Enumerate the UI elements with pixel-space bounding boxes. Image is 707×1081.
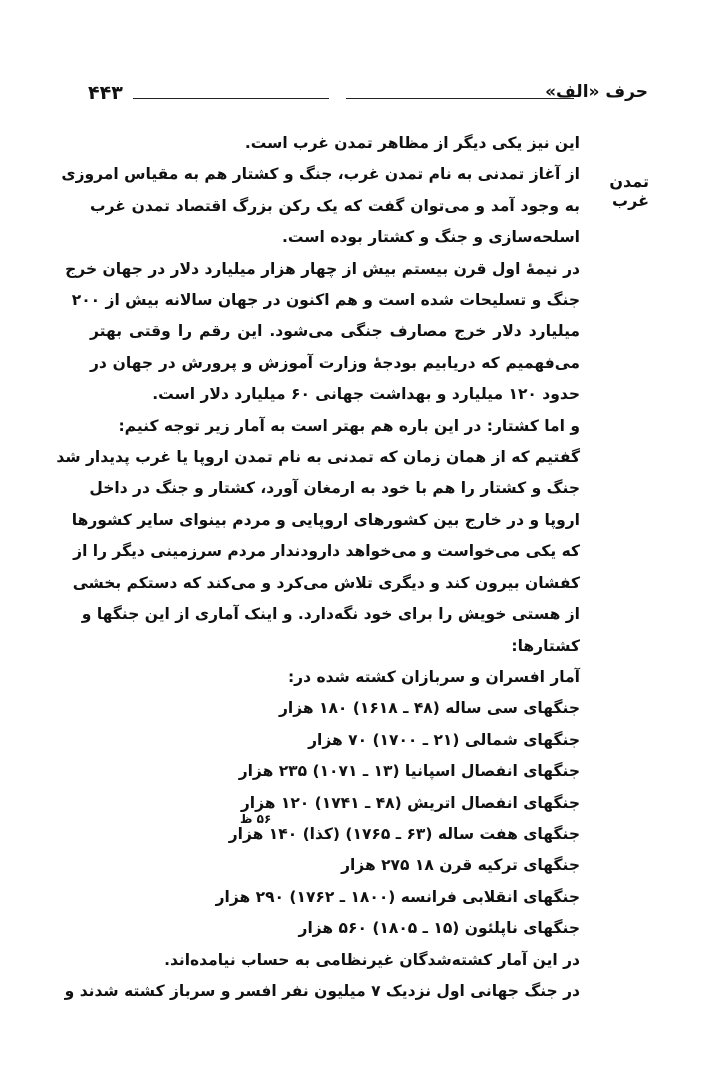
text-line: میلیارد دلار خرج مصارف جنگی می‌شود. این رقم را وقتی بهتر	[90, 322, 580, 341]
text-line: کفشان بیرون کند و دیگری تلاش می‌کرد و می‌کند که دستکم بخشی	[72, 573, 580, 592]
text-line: جنگ و تسلیحات شده است و هم اکنون در جهان سالانه بیش از ۲۰۰	[71, 291, 580, 310]
page-header	[88, 82, 648, 110]
text-line: در این آمار کشته‌شدگان غیرنظامی به حساب نیامده‌اند.	[164, 950, 580, 969]
margin-note: تمدن غرب	[609, 172, 649, 210]
header-rule	[346, 98, 574, 99]
text-line: می‌فهمیم که دریابیم بودجهٔ وزارت آموزش و پرورش در جهان در	[90, 353, 580, 372]
casualty-list	[90, 662, 580, 945]
list-item: جنگهای انقلابی فرانسه (۱۸۰۰ ـ ۱۷۶۲) ۲۹۰ هزار	[215, 887, 580, 906]
text-line: اروپا و در خارج بین کشورهای اروپایی و مردم بینوای سایر کشورها	[71, 510, 580, 529]
list-item: جنگهای انفصال اسپانیا (۱۳ ـ ۱۰۷۱) ۲۳۵ هزار	[238, 762, 580, 781]
page-body	[56, 128, 580, 1007]
text-line: در جنگ جهانی اول نزدیک ۷ میلیون نفر افسر و سرباز کشته شدند و	[64, 981, 580, 1000]
list-item: جنگهای ترکیه قرن ۱۸ ۲۷۵ هزار	[341, 856, 580, 875]
text-line: حدود ۱۲۰ میلیارد و بهداشت جهانی ۶۰ میلیارد دلار است.	[152, 385, 580, 404]
list-item: جنگهای سی ساله (۴۸ ـ ۱۶۱۸) ۱۸۰ هزار	[278, 699, 580, 718]
list-item: جنگهای هفت ساله (۶۳ ـ ۱۷۶۵) (کذا) ۱۴۰ هزار	[228, 824, 580, 843]
text-line: از آغاز تمدنی به نام تمدن غرب، جنگ و کشتار هم به مقیاس امروزی	[61, 165, 580, 184]
text-line: این نیز یکی دیگر از مظاهر تمدن غرب است.	[244, 134, 580, 152]
list-item: جنگهای ناپلئون (۱۵ ـ ۱۸۰۵) ۵۶۰ هزار	[298, 919, 580, 938]
running-head: حرف «الف»	[545, 82, 648, 102]
text-line: کشتارها:	[511, 636, 580, 655]
text-line: در نیمهٔ اول قرن بیستم بیش از چهار هزار میلیارد دلار در جهان خرج	[65, 259, 580, 278]
text-line: اسلحه‌سازی و جنگ و کشتار بوده است.	[281, 228, 580, 247]
interlinear-note: ۵۶ ظ	[240, 812, 272, 826]
list-item: جنگهای انفصال اتریش (۴۸ ـ ۱۷۴۱) ۱۲۰ هزار	[240, 793, 580, 812]
text-line: گفتیم که از همان زمان که تمدنی به نام تمدن اروپا یا غرب پدیدار شد	[56, 448, 580, 467]
text-line: جنگ و کشتار را هم با خود به ارمغان آورد، کشتار و جنگ در داخل	[89, 479, 580, 498]
list-intro: آمار افسران و سربازان کشته شده در:	[287, 667, 580, 686]
text-line: به وجود آمد و می‌توان گفت که یک رکن بزرگ اقتصاد تمدن غرب	[90, 196, 580, 215]
list-item: جنگهای شمالی (۲۱ ـ ۱۷۰۰) ۷۰ هزار	[308, 730, 580, 749]
text-line: از هستی خویش را برای خود نگه‌دارد. و اینک آماری از این جنگها و	[81, 605, 580, 624]
page-number: ۴۴۳	[88, 82, 123, 104]
text-line: و اما کشتار: در این باره هم بهتر است به آمار زیر توجه کنیم:	[118, 416, 580, 435]
text-line: که یکی می‌خواست و می‌خواهد دارودندار مردم سرزمینی دیگر را از	[73, 542, 580, 561]
header-rule	[133, 98, 329, 99]
